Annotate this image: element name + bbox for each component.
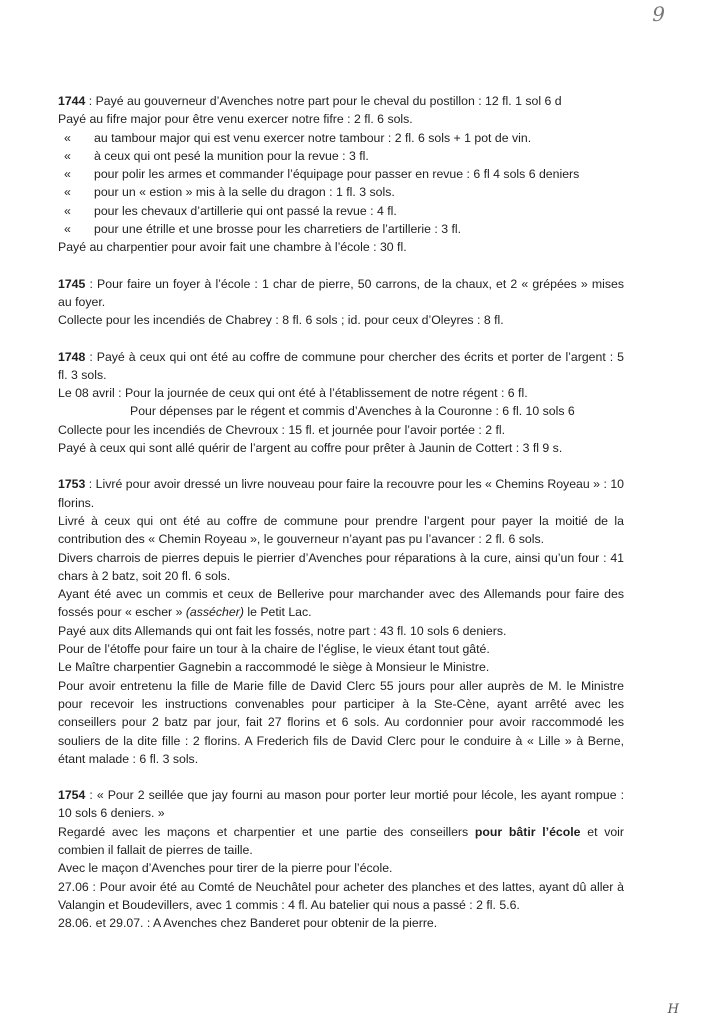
section-1754 [58,786,624,932]
entry-line: Divers charrois de pierres depuis le pierrier d’Avenches pour réparations à la cure, ainsi qu’un four : 41 chars à 2 batz, soit 20 fl. 6 sols. [58,550,624,583]
ditto-mark: « [64,185,71,200]
entry-line: Le 08 avril : Pour la journée de ceux qui ont été à l’établissement de notre régent : 6 fl. [58,386,528,401]
section-1748 [58,348,624,458]
entry-text-italic: (assécher) [185,605,244,620]
year-heading: 1745 [58,276,86,291]
entry-line: Payé à ceux qui sont allé quérir de l’argent au coffre pour prêter à Jaunin de Cottert : 3 fl 9 s. [58,441,563,456]
ditto-line [58,147,624,165]
entry-line: Collecte pour les incendiés de Chabrey : 8 fl. 6 sols ; id. pour ceux d’Oleyres : 8 fl. [58,313,504,328]
entry-line: Pour avoir entretenu la fille de Marie fille de David Clerc 55 jours pour aller auprès de M. le Ministre pour recevoir les instructions convenables pour participer à la Ste-Cène, ayant arrêté avec les conseillers pour 2 batz par jour, fait 27 florins et 6 sols. Au cordonnier pour avoir raccommodé les souliers de la dite fille : 2 florins. A Frederich fils de David Clerc pour le conduire à « Lille » à Berne, étant malade : 6 fl. 3 sols. [58,678,624,766]
entry-text: : Payé à ceux qui ont été au coffre de commune pour chercher des écrits et porter de l’argent : 5 fl. 3 sols. [58,349,624,382]
entry-line [58,823,624,860]
ditto-mark: « [64,222,71,237]
year-heading: 1748 [58,349,86,364]
entry-text: Regardé avec les maçons et charpentier et une partie des conseillers [58,824,475,839]
ditto-mark: « [64,148,71,163]
entry-text: pour les chevaux d’artillerie qui ont passé la revue : 4 fl. [94,203,397,218]
year-heading: 1753 [58,477,86,492]
ditto-line [58,220,624,238]
ditto-line [58,165,624,183]
entry-line [58,786,624,823]
entry-line [58,92,624,110]
entry-text: le Petit Lac. [243,605,312,620]
section-1745 [58,275,624,330]
footer-mark: H [667,1002,679,1017]
entry-line [58,275,624,312]
entry-line: Collecte pour les incendiés de Chevroux : 15 fl. et journée pour l’avoir portée : 2 fl. [58,422,506,437]
entry-line: 28.06. et 29.07. : A Avenches chez Banderet pour obtenir de la pierre. [58,916,438,931]
entry-line: Livré à ceux qui ont été au coffre de commune pour prendre l’argent pour payer la moitié de la contribution des « Chemin Royeau », le gouverneur n’ayant pas pu l’avancer : 2 fl. 6 sols. [58,513,624,547]
ditto-mark: « [64,167,71,182]
document-body [58,92,624,950]
entry-line: Payé aux dits Allemands qui ont fait les fossés, notre part : 43 fl. 10 sols 6 deniers. [58,623,507,638]
entry-text: : Payé au gouverneur d’Avenches notre part pour le cheval du postillon : 12 fl. 1 sol 6 d [85,94,562,108]
ditto-line [58,183,624,201]
entry-line [58,585,624,622]
entry-text: : Pour faire un foyer à l’école : 1 char de pierre, 50 carrons, de la chaux, et 2 « grépées » mises au foyer. [58,276,624,309]
ditto-line [58,202,624,220]
entry-line: 27.06 : Pour avoir été au Comté de Neuchâtel pour acheter des planches et des lattes, ayant dû aller à Valangin et Boudevillers, avec 1 commis : 4 fl. Au batelier qui nous a passé : 2 fl. 5.6. [58,879,624,912]
entry-text: pour polir les armes et commander l’équipage pour passer en revue : 6 fl 4 sols 6 deniers [94,167,580,182]
entry-text: pour un « estion » mis à la selle du dragon : 1 fl. 3 sols. [94,185,395,200]
entry-text-bold: pour bâtir l’école [474,824,581,839]
entry-line: Payé au charpentier pour avoir fait une chambre à l’école : 30 fl. [58,240,407,255]
entry-text: : Livré pour avoir dressé un livre nouveau pour faire la recouvre pour les « Chemins Royeau » : 10 florins. [58,477,624,510]
entry-text: : « Pour 2 seillée que jay fourni au mason pour porter leur mortié pour lécole, les ayant rompue : 10 sols 6 deniers. » [58,788,624,821]
year-heading: 1754 [58,788,86,803]
entry-line: Avec le maçon d’Avenches pour tirer de la pierre pour l’école. [58,861,393,876]
ditto-line [58,129,624,147]
entry-line [58,348,624,385]
entry-line: Payé au fifre major pour être venu exercer notre fifre : 2 fl. 6 sols. [58,112,413,127]
entry-text: et voir combien il fallait de pierres de taille. [58,824,625,857]
ditto-mark: « [64,203,71,218]
entry-line: Le Maître charpentier Gagnebin a raccommodé le siège à Monsieur le Ministre. [58,660,490,675]
entry-text: au tambour major qui est venu exercer notre tambour : 2 fl. 6 sols + 1 pot de vin. [94,130,532,145]
entry-line: Pour de l’étoffe pour faire un tour à la chaire de l’église, le vieux étant tout gâté. [58,642,490,657]
section-1744 [58,92,624,257]
entry-line: Pour dépenses par le régent et commis d’Avenches à la Couronne : 6 fl. 10 sols 6 [130,404,575,419]
entry-text: Ayant été avec un commis et ceux de Bellerive pour marchander avec des Allemands pour faire des fossés pour « escher » [58,587,624,620]
ditto-mark: « [64,130,71,145]
section-1753 [58,475,624,768]
year-heading: 1744 [58,94,86,108]
entry-line [58,475,624,512]
entry-text: à ceux qui ont pesé la munition pour la revue : 3 fl. [94,148,369,163]
entry-text: pour une étrille et une brosse pour les charretiers de l’artillerie : 3 fl. [94,222,462,237]
page-number: 9 [652,2,665,26]
